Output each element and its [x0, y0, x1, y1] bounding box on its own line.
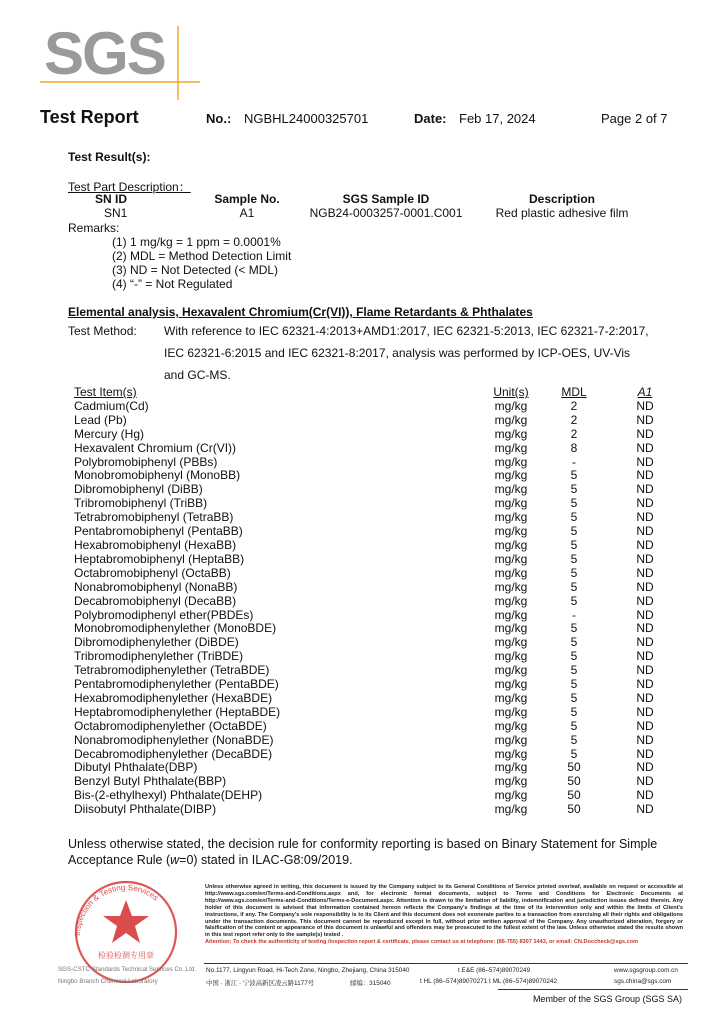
result-a1-cell: ND — [636, 677, 654, 692]
test-item-cell: Heptabromobiphenyl (HeptaBB) — [74, 551, 245, 566]
mdl-cell: 5 — [570, 537, 578, 552]
th-sn-id: SN ID — [95, 192, 128, 206]
stamp-caption: SGS-CSTC Standards Technical Services Co.,Ltd. — [58, 966, 197, 973]
result-a1-cell: ND — [636, 718, 654, 733]
unit-cell: mg/kg — [494, 774, 528, 789]
test-item-cell: Octabromobiphenyl (OctaBB) — [74, 565, 231, 580]
table-row — [74, 636, 686, 650]
logo-text: SGS — [44, 20, 165, 87]
result-a1-cell: ND — [636, 649, 654, 664]
result-a1-cell: ND — [636, 802, 654, 817]
test-item-cell: Diisobutyl Phthalate(DIBP) — [74, 802, 217, 817]
address-cn: 中国 · 浙江 · 宁波高新区凌云路1177号 — [206, 980, 315, 987]
test-item-cell: Benzyl Butyl Phthalate(BBP) — [74, 774, 227, 789]
th-sample-no: Sample No. — [214, 192, 280, 206]
test-item-cell: Polybromobiphenyl (PBBs) — [74, 454, 218, 469]
mdl-cell: 5 — [570, 565, 578, 580]
mdl-cell: 5 — [570, 524, 578, 539]
stamp-caption: Ningbo Branch Chemical Laboratory — [58, 978, 158, 985]
result-a1-cell: ND — [636, 579, 654, 594]
result-a1-cell: ND — [636, 482, 654, 497]
table-row — [74, 734, 686, 748]
remark-item: (1) 1 mg/kg = 1 ppm = 0.0001% — [112, 235, 281, 249]
unit-cell: mg/kg — [494, 579, 528, 594]
unit-cell: mg/kg — [494, 496, 528, 511]
mdl-cell: 5 — [570, 593, 578, 608]
test-method-label: Test Method: — [68, 324, 137, 338]
unit-cell: mg/kg — [494, 551, 528, 566]
table-row — [74, 469, 686, 483]
mdl-cell: 5 — [570, 663, 578, 678]
email-cn: sgs.china@sgs.com — [614, 978, 672, 985]
website: www.sgsgroup.com.cn — [614, 967, 678, 974]
stamp-inner-text: 检验检测专用章 — [98, 951, 154, 960]
disclaimer — [205, 884, 683, 946]
phone-en: t E&E (86–574)89070249 — [458, 967, 531, 974]
result-a1-cell: ND — [636, 704, 654, 719]
stamp-ring-text: Inspection & Testing Services — [72, 882, 161, 937]
mdl-cell: 5 — [570, 704, 578, 719]
results-header — [74, 386, 686, 400]
result-a1-cell: ND — [636, 788, 654, 803]
unit-cell: mg/kg — [494, 510, 528, 525]
table-row — [74, 678, 686, 692]
test-item-cell: Lead (Pb) — [74, 412, 127, 427]
table-row — [74, 650, 686, 664]
table-row — [74, 775, 686, 789]
table-row — [74, 511, 686, 525]
section-title: Elemental analysis, Hexavalent Chromium(Cr(VI)), Flame Retardants & Phthalates — [68, 305, 533, 319]
result-a1-cell: ND — [636, 537, 654, 552]
mdl-cell: - — [572, 607, 576, 622]
laboratory-stamp — [60, 866, 190, 996]
unit-cell: mg/kg — [494, 690, 528, 705]
footer-divider — [204, 963, 688, 964]
td-description: Red plastic adhesive film — [495, 206, 629, 220]
mdl-cell: 50 — [567, 760, 581, 775]
sample-table — [68, 192, 655, 220]
mdl-cell: 5 — [570, 482, 578, 497]
table-row — [74, 539, 686, 553]
unit-cell: mg/kg — [494, 732, 528, 747]
phone-cn: t HL (86–574)89070271 t ML (86–574)89070242 — [420, 978, 558, 985]
test-item-cell: Monobromobiphenyl (MonoBB) — [74, 468, 241, 483]
table-row — [74, 622, 686, 636]
remark-item: (3) ND = Not Detected (< MDL) — [112, 263, 279, 277]
test-item-cell: Dibromobiphenyl (DiBB) — [74, 482, 203, 497]
test-item-cell: Decabromobiphenyl (DecaBB) — [74, 593, 237, 608]
result-a1-cell: ND — [636, 551, 654, 566]
table-row — [74, 497, 686, 511]
table-row — [74, 595, 686, 609]
result-a1-cell: ND — [636, 412, 654, 427]
th-sgs-sample-id: SGS Sample ID — [342, 192, 430, 206]
mdl-cell: 5 — [570, 649, 578, 664]
remark-item: (2) MDL = Method Detection Limit — [112, 249, 292, 263]
decision-rule-italic: w — [170, 853, 180, 867]
sample-table-header — [68, 192, 655, 206]
remarks-label: Remarks: — [68, 221, 120, 235]
table-row — [74, 456, 686, 470]
star-icon — [103, 900, 149, 943]
mdl-cell: 50 — [567, 788, 581, 803]
table-row — [74, 567, 686, 581]
results-table — [74, 386, 686, 817]
result-a1-cell: ND — [636, 426, 654, 441]
th-mdl: MDL — [561, 385, 587, 399]
mdl-cell: 5 — [570, 496, 578, 511]
td-sn-id: SN1 — [104, 206, 128, 220]
unit-cell: mg/kg — [494, 677, 528, 692]
td-sample-no: A1 — [239, 206, 255, 220]
disclaimer-body: Unless otherwise agreed in writing, this document is issued by the Company subject to its General Conditions of Service printed overleaf, available on request or accessible at http://www.sgs.com/en/Terms-and-Conditions.aspx and, for electronic format documents, subject to Terms and Conditions for Electronic Documents at http://www.sgs.com/en/Terms-and-Conditions/Terms-e-Document.aspx. Attention is drawn to the limitation of liability, indemnification and jurisdiction issues defined therein. Any holder of this document is advised that information contained hereon reflects the Company's findings at the time of its intervention only and within the limits of Client's instructions, if any. The Company's sole responsibility is to its Client and this document does not exonerate parties to a transaction from exercising all their rights and obligations under the transaction documents. This document cannot be reproduced except in full, without prior written approval of the Company. Any unauthorized alteration, forgery or falsification of the content or appearance of this document is unlawful and offenders may be prosecuted to the fullest extent of the law. Unless otherwise stated the results shown in this test report refer only to the sample(s) tested . — [205, 884, 683, 939]
decision-rule-text: Unless otherwise stated, the decision rule for conformity reporting is based on Binary Statement for Simple Acceptance Rule ( — [68, 837, 658, 867]
test-item-cell: Tribromobiphenyl (TriBB) — [74, 496, 208, 511]
unit-cell: mg/kg — [494, 649, 528, 664]
unit-cell: mg/kg — [494, 537, 528, 552]
test-item-cell: Decabromodiphenylether (DecaBDE) — [74, 746, 273, 761]
table-row — [74, 414, 686, 428]
mdl-cell: 2 — [570, 412, 578, 427]
test-item-cell: Pentabromodiphenylether (PentaBDE) — [74, 677, 279, 692]
sgs-logo — [40, 18, 200, 100]
unit-cell: mg/kg — [494, 524, 528, 539]
mdl-cell: 5 — [570, 677, 578, 692]
part-description-label: Test Part Description： — [68, 180, 191, 194]
table-row — [74, 748, 686, 762]
test-item-cell: Hexavalent Chromium (Cr(VI)) — [74, 440, 237, 455]
test-item-cell: Nonabromodiphenylether (NonaBDE) — [74, 732, 274, 747]
result-a1-cell: ND — [636, 496, 654, 511]
unit-cell: mg/kg — [494, 440, 528, 455]
mdl-cell: 50 — [567, 802, 581, 817]
test-item-cell: Monobromodiphenylether (MonoBDE) — [74, 621, 277, 636]
table-row — [74, 692, 686, 706]
td-sgs-sample-id: NGB24-0003257-0001.C001 — [309, 206, 463, 220]
unit-cell: mg/kg — [494, 802, 528, 817]
result-a1-cell: ND — [636, 440, 654, 455]
result-a1-cell: ND — [636, 565, 654, 580]
result-a1-cell: ND — [636, 621, 654, 636]
unit-cell: mg/kg — [494, 454, 528, 469]
report-no-value: NGBHL24000325701 — [244, 111, 369, 126]
unit-cell: mg/kg — [494, 663, 528, 678]
result-a1-cell: ND — [636, 746, 654, 761]
unit-cell: mg/kg — [494, 593, 528, 608]
authenticity-notice: Attention: To check the authenticity of testing /inspection report & certificate, please contact us at telephone: (86-755) 8307 1443, or email: CN.Doccheck@sgs.com — [205, 939, 639, 946]
result-a1-cell: ND — [636, 468, 654, 483]
table-row — [74, 428, 686, 442]
result-a1-cell: ND — [636, 510, 654, 525]
test-item-cell: Tetrabromodiphenylether (TetraBDE) — [74, 663, 270, 678]
mdl-cell: 50 — [567, 774, 581, 789]
table-row — [74, 483, 686, 497]
test-item-cell: Tribromodiphenylether (TriBDE) — [74, 649, 244, 664]
unit-cell: mg/kg — [494, 398, 528, 413]
sgs-member-note: Member of the SGS Group (SGS SA) — [532, 994, 682, 1004]
test-item-cell: Dibromodiphenylether (DiBDE) — [74, 635, 239, 650]
unit-cell: mg/kg — [494, 704, 528, 719]
th-a1: A1 — [637, 385, 653, 399]
th-unit: Unit(s) — [493, 385, 529, 399]
result-a1-cell: ND — [636, 732, 654, 747]
unit-cell: mg/kg — [494, 621, 528, 636]
table-row — [74, 442, 686, 456]
mdl-cell: 5 — [570, 510, 578, 525]
results-body — [74, 400, 686, 817]
mdl-cell: 5 — [570, 746, 578, 761]
mdl-cell: 5 — [570, 732, 578, 747]
test-item-cell: Pentabromobiphenyl (PentaBB) — [74, 524, 243, 539]
test-item-cell: Tetrabromobiphenyl (TetraBB) — [74, 510, 234, 525]
unit-cell: mg/kg — [494, 482, 528, 497]
unit-cell: mg/kg — [494, 746, 528, 761]
mdl-cell: 5 — [570, 718, 578, 733]
member-divider — [498, 989, 688, 990]
unit-cell: mg/kg — [494, 760, 528, 775]
mdl-cell: 5 — [570, 635, 578, 650]
test-method-line: With reference to IEC 62321-4:2013+AMD1:2017, IEC 62321-5:2013, IEC 62321-7-2:2017, — [164, 324, 649, 338]
unit-cell: mg/kg — [494, 468, 528, 483]
mdl-cell: 2 — [570, 426, 578, 441]
table-row — [74, 525, 686, 539]
result-a1-cell: ND — [636, 398, 654, 413]
test-item-cell: Nonabromobiphenyl (NonaBB) — [74, 579, 238, 594]
th-test-item: Test Item(s) — [74, 385, 137, 399]
mdl-cell: 5 — [570, 551, 578, 566]
result-a1-cell: ND — [636, 607, 654, 622]
report-title: Test Report — [40, 107, 139, 127]
page-number: Page 2 of 7 — [601, 111, 668, 126]
table-row — [74, 581, 686, 595]
table-row — [74, 761, 686, 775]
test-item-cell: Octabromodiphenylether (OctaBDE) — [74, 718, 267, 733]
result-a1-cell: ND — [636, 774, 654, 789]
table-row — [74, 400, 686, 414]
test-results-label: Test Result(s): — [68, 150, 151, 164]
test-item-cell: Mercury (Hg) — [74, 426, 145, 441]
address-en: No.1177, Lingyun Road, Hi-Tech Zone, Ningbo, Zhejiang, China 315040 — [206, 967, 410, 974]
report-no-label: No.: — [206, 111, 232, 126]
test-item-cell: Bis-(2-ethylhexyl) Phthalate(DEHP) — [74, 788, 263, 803]
table-row — [74, 803, 686, 817]
unit-cell: mg/kg — [494, 635, 528, 650]
table-row — [74, 789, 686, 803]
unit-cell: mg/kg — [494, 412, 528, 427]
date-value: Feb 17, 2024 — [459, 111, 536, 126]
test-item-cell: Hexabromodiphenylether (HexaBDE) — [74, 690, 273, 705]
test-item-cell: Cadmium(Cd) — [74, 398, 149, 413]
table-row — [74, 706, 686, 720]
sample-table-row — [68, 206, 655, 220]
date-label: Date: — [414, 111, 447, 126]
test-item-cell: Heptabromodiphenylether (HeptaBDE) — [74, 704, 281, 719]
unit-cell: mg/kg — [494, 788, 528, 803]
decision-rule-text: =0) stated in ILAC-G8:09/2019. — [179, 853, 353, 867]
test-method-line: and GC-MS. — [164, 368, 231, 382]
test-method-line: IEC 62321-6:2015 and IEC 62321-8:2017, analysis was performed by ICP-OES, UV-Vis — [164, 346, 631, 360]
result-a1-cell: ND — [636, 454, 654, 469]
table-row — [74, 553, 686, 567]
test-item-cell: Hexabromobiphenyl (HexaBB) — [74, 537, 237, 552]
result-a1-cell: ND — [636, 635, 654, 650]
result-a1-cell: ND — [636, 760, 654, 775]
unit-cell: mg/kg — [494, 607, 528, 622]
remark-item: (4) “-” = Not Regulated — [112, 277, 233, 291]
mdl-cell: 5 — [570, 690, 578, 705]
test-item-cell: Polybromodiphenyl ether(PBDEs) — [74, 607, 254, 622]
table-row — [74, 664, 686, 678]
mdl-cell: - — [572, 454, 576, 469]
unit-cell: mg/kg — [494, 565, 528, 580]
table-row — [74, 720, 686, 734]
mdl-cell: 8 — [570, 440, 578, 455]
mdl-cell: 5 — [570, 579, 578, 594]
mdl-cell: 5 — [570, 621, 578, 636]
result-a1-cell: ND — [636, 593, 654, 608]
mdl-cell: 5 — [570, 468, 578, 483]
test-item-cell: Dibutyl Phthalate(DBP) — [74, 760, 198, 775]
mdl-cell: 2 — [570, 398, 578, 413]
result-a1-cell: ND — [636, 524, 654, 539]
decision-rule — [68, 836, 668, 868]
unit-cell: mg/kg — [494, 718, 528, 733]
table-row — [74, 609, 686, 623]
postcode-cn: 邮编：315040 — [350, 980, 391, 987]
unit-cell: mg/kg — [494, 426, 528, 441]
result-a1-cell: ND — [636, 690, 654, 705]
result-a1-cell: ND — [636, 663, 654, 678]
th-description: Description — [528, 192, 595, 206]
